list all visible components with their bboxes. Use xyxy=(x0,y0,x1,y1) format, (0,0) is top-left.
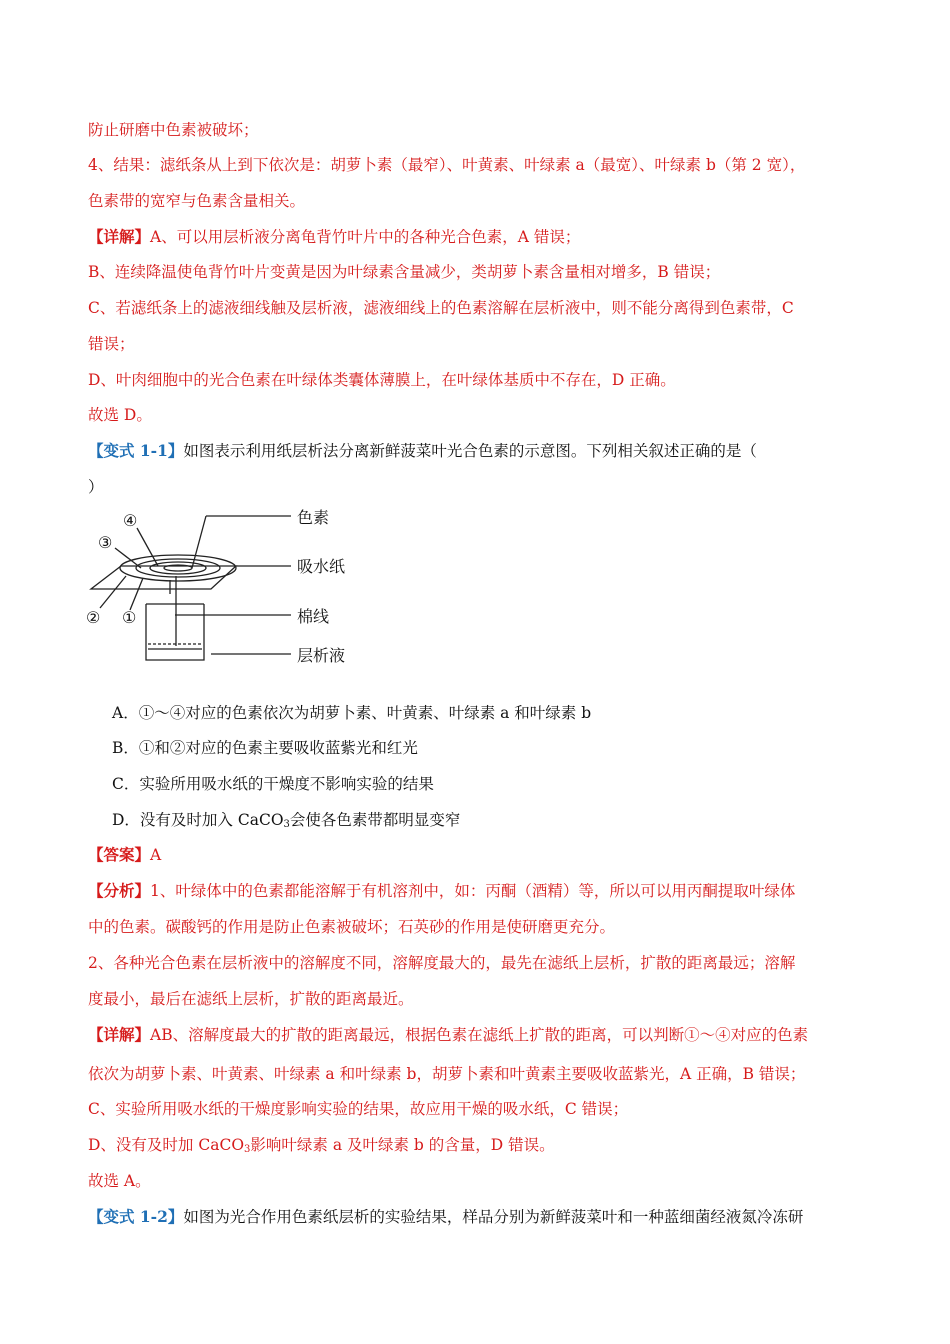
marker-2: ② xyxy=(86,608,101,627)
paragraph: 色素带的宽窄与色素含量相关。 xyxy=(88,192,306,210)
question-stem-end: ） xyxy=(88,478,104,496)
option-b: B．①和②对应的色素主要吸收蓝紫光和红光 xyxy=(112,739,418,757)
analysis xyxy=(88,881,868,901)
conclusion: 故选 A。 xyxy=(88,1172,151,1190)
detail: 依次为胡萝卜素、叶黄素、叶绿素 a 和叶绿素 b，胡萝卜素和叶黄素主要吸收蓝紫光，A 正确，B 错误； xyxy=(88,1065,806,1083)
analysis-tag: 【分析】 xyxy=(88,881,151,900)
analysis: 度最小，最后在滤纸上层析，扩散的距离最近。 xyxy=(88,990,414,1008)
ring-3 xyxy=(150,562,206,574)
chromatography-diagram xyxy=(86,506,386,678)
detail-tag: 【详解】 xyxy=(88,1025,151,1044)
paragraph: B、连续降温使龟背竹叶片变黄是因为叶绿素含量减少，类胡萝卜素含量相对增多，B 错误； xyxy=(88,263,721,281)
detail: C、实验所用吸水纸的干燥度影响实验的结果，故应用干燥的吸水纸，C 错误； xyxy=(88,1100,629,1118)
marker-1: ① xyxy=(122,608,137,627)
label-absorbent-paper: 吸水纸 xyxy=(297,557,346,576)
paragraph: D、叶肉细胞中的光合色素在叶绿体类囊体薄膜上，在叶绿体基质中不存在，D 正确。 xyxy=(88,371,676,389)
answer xyxy=(88,845,868,865)
option-a: A．①～④对应的色素依次为胡萝卜素、叶黄素、叶绿素 a 和叶绿素 b xyxy=(112,704,592,722)
question-text: 如图表示利用纸层析法分离新鲜菠菜叶光合色素的示意图。下列相关叙述正确的是（ xyxy=(183,442,757,460)
answer-tag: 【答案】 xyxy=(88,845,151,864)
analysis: 2、各种光合色素在层析液中的溶解度不同，溶解度最大的，最先在滤纸上层析，扩散的距离最远；溶解 xyxy=(88,954,796,972)
detail-text: 影响叶绿素 a 及叶绿素 b 的含量，D 错误。 xyxy=(250,1136,555,1154)
detail-text: D、没有及时加 CaCO xyxy=(88,1136,245,1154)
beaker xyxy=(146,604,204,660)
marker-3: ③ xyxy=(98,533,113,552)
marker-4: ④ xyxy=(123,511,138,530)
question-tag: 【变式 1-2】 xyxy=(88,1207,184,1226)
detail-tag: 【详解】 xyxy=(88,227,151,246)
question-stem xyxy=(88,441,868,461)
analysis: 中的色素。碳酸钙的作用是防止色素被破坏；石英砂的作用是使研磨更充分。 xyxy=(88,918,616,936)
option-d xyxy=(112,810,892,835)
analysis-text: 1、叶绿体中的色素都能溶解于有机溶剂中，如：丙酮（酒精）等，所以可以用丙酮提取叶绿体 xyxy=(150,882,796,900)
label-chromatography-solvent: 层析液 xyxy=(297,646,346,665)
paragraph xyxy=(88,227,868,247)
label-pigment: 色素 xyxy=(297,508,330,527)
option-d-text: D．没有及时加入 CaCO xyxy=(112,811,284,829)
option-c: C．实验所用吸水纸的干燥度不影响实验的结果 xyxy=(112,775,434,793)
question-tag: 【变式 1-1】 xyxy=(88,441,184,460)
label-cotton-thread: 棉线 xyxy=(297,607,330,626)
detail xyxy=(88,1135,868,1160)
question-stem xyxy=(88,1207,868,1227)
subscript: 3 xyxy=(244,1144,251,1155)
paragraph: 4、结果：滤纸条从上到下依次是：胡萝卜素（最窄）、叶黄素、叶绿素 a（最宽）、叶绿素 b（第 2 宽）， xyxy=(88,156,806,174)
option-d-text: 会使各色素带都明显变窄 xyxy=(289,811,461,829)
subscript: 3 xyxy=(283,819,290,830)
detail-text: A、可以用层析液分离龟背竹叶片中的各种光合色素，A 错误； xyxy=(150,228,581,246)
paragraph: 防止研磨中色素被破坏； xyxy=(88,121,259,139)
paragraph: 故选 D。 xyxy=(88,406,152,424)
detail-text: AB、溶解度最大的扩散的距离最远，根据色素在滤纸上扩散的距离，可以判断①～④对应的色素 xyxy=(150,1026,809,1044)
question-text: 如图为光合作用色素纸层析的实验结果，样品分别为新鲜菠菜叶和一种蓝细菌经液氮冷冻研 xyxy=(183,1208,804,1226)
paragraph: C、若滤纸条上的滤液细线触及层析液，滤液细线上的色素溶解在层析液中，则不能分离得到色素带，C xyxy=(88,299,794,317)
paragraph: 错误； xyxy=(88,335,135,353)
answer-value: A xyxy=(150,846,162,864)
detail xyxy=(88,1025,868,1045)
